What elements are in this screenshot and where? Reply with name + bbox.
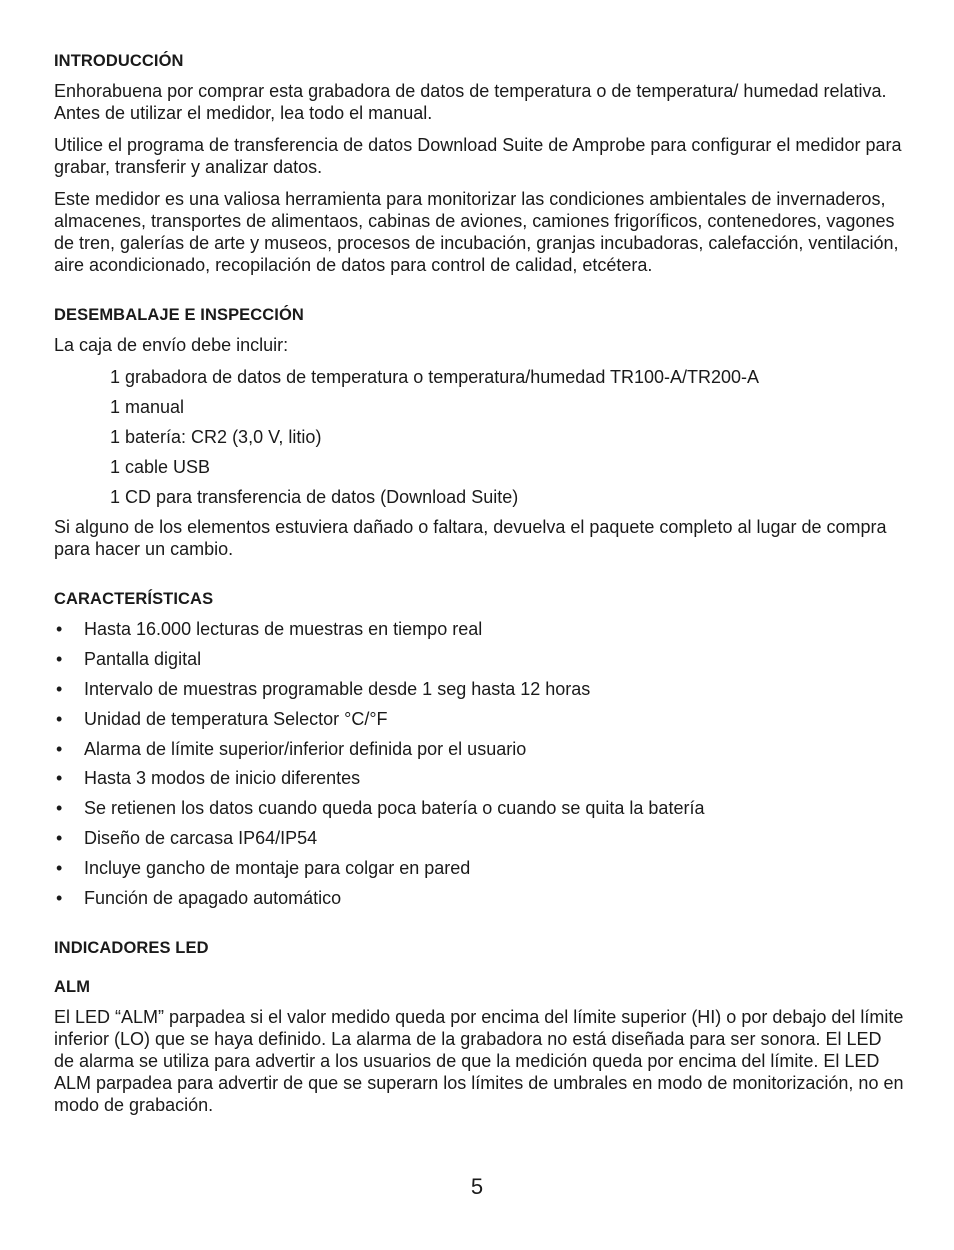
list-item: 1 cable USB: [110, 457, 211, 477]
list-item: [54, 648, 904, 670]
subheading-alm: ALM: [54, 977, 91, 996]
list-item: 1 grabadora de datos de temperatura o temperatura/humedad TR100-A/TR200-A: [110, 367, 760, 387]
bullet-glyph: •: [56, 648, 63, 669]
intro-paragraph-2: Utilice el programa de transferencia de datos Download Suite de Amprobe para configurar el medidor para grabar, transferir y analizar datos.: [54, 135, 902, 177]
list-item: [54, 857, 904, 879]
features-list: [54, 618, 904, 909]
section-heading-desembalaje: DESEMBALAJE E INSPECCIÓN: [54, 306, 304, 324]
bullet-glyph: •: [56, 708, 63, 729]
bullet-glyph: •: [56, 768, 63, 789]
alm-paragraph: El LED “ALM” parpadea si el valor medido queda por encima del límite superior (HI) o por debajo del límite inferior (LO) que se haya definido. La alarma de la grabadora no está diseñada para ser sonora. El LED de alarma se utiliza para advertir a los usuarios de que la medición queda por encima del límite. El LED ALM parpadea para advertir de que se superarn los límites de umbrales en modo de monitorización, no en modo de grabación.: [54, 1006, 904, 1115]
feature-text: Alarma de límite superior/inferior definida por el usuario: [84, 738, 527, 759]
list-item: [54, 678, 904, 700]
feature-text: Unidad de temperatura Selector °C/°F: [84, 708, 388, 729]
unpacking-intro: La caja de envío debe incluir:: [54, 335, 289, 355]
feature-text: Función de apagado automático: [84, 888, 342, 909]
bullet-glyph: •: [56, 619, 63, 639]
feature-text: Incluye gancho de montaje para colgar en pared: [84, 858, 471, 879]
list-item: [54, 797, 904, 819]
feature-text: Hasta 16.000 lecturas de muestras en tiempo real: [84, 619, 483, 639]
feature-text: Intervalo de muestras programable desde 1 seg hasta 12 horas: [84, 678, 591, 699]
feature-text: Diseño de carcasa IP64/IP54: [84, 828, 318, 849]
feature-text: Pantalla digital: [84, 648, 202, 669]
feature-text: Hasta 3 modos de inicio diferentes: [84, 768, 361, 789]
manual-page: [54, 48, 904, 1116]
section-heading-caracteristicas: CARACTERÍSTICAS: [54, 590, 214, 608]
list-item: 1 manual: [110, 397, 185, 417]
bullet-glyph: •: [56, 738, 63, 759]
bullet-glyph: •: [56, 828, 63, 849]
bullet-glyph: •: [56, 888, 63, 909]
list-item: [54, 618, 904, 640]
bullet-glyph: •: [56, 858, 63, 879]
bullet-glyph: •: [56, 678, 63, 699]
list-item: 1 CD para transferencia de datos (Download Suite): [110, 487, 519, 507]
list-item: [54, 827, 904, 849]
list-item: [54, 767, 904, 789]
list-item: 1 batería: CR2 (3,0 V, litio): [110, 427, 322, 447]
page-number: 5: [470, 1174, 484, 1199]
section-heading-introduccion: INTRODUCCIÓN: [54, 52, 184, 70]
intro-paragraph-1: Enhorabuena por comprar esta grabadora de datos de temperatura o de temperatura/ humedad relativa. Antes de utilizar el medidor, lea todo el manual.: [54, 81, 887, 123]
bullet-glyph: •: [56, 798, 63, 819]
list-item: [54, 738, 904, 760]
list-item: [54, 708, 904, 730]
list-item: [54, 887, 904, 909]
unpacking-note: Si alguno de los elementos estuviera dañado o faltara, devuelva el paquete completo al lugar de compra para hacer un cambio.: [54, 517, 887, 559]
intro-paragraph-3: Este medidor es una valiosa herramienta para monitorizar las condiciones ambientales de invernaderos, almacenes, transportes de alimentaos, cabinas de aviones, camiones frigoríficos, contenedores, vagones de tren, galerías de arte y museos, procesos de incubación, granjas incubadoras, calefacción, ventilación, aire acondicionado, recopilación de datos para control de calidad, etcétera.: [54, 189, 899, 275]
package-contents-list: [54, 366, 904, 508]
section-heading-indicadores-led: INDICADORES LED: [54, 938, 209, 957]
feature-text: Se retienen los datos cuando queda poca batería o cuando se quita la batería: [84, 798, 705, 819]
